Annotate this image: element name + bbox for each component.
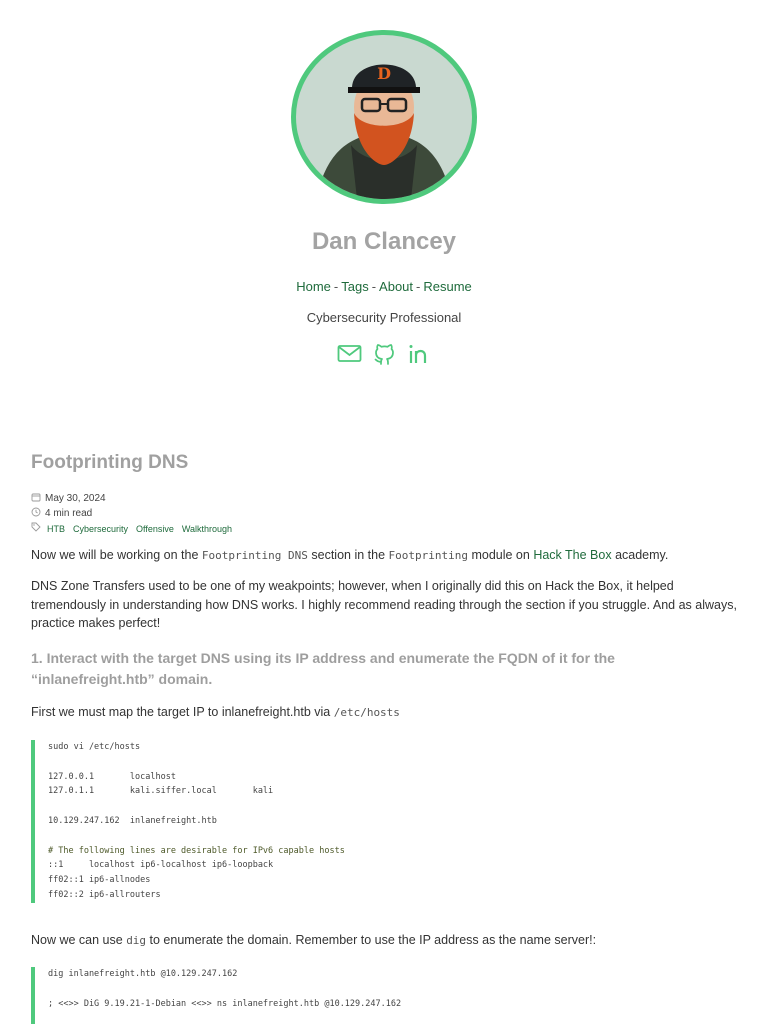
code-line: sudo vi /etc/hosts xyxy=(48,742,141,752)
nav-about-link[interactable]: About xyxy=(379,279,414,294)
post-title: Footprinting DNS xyxy=(31,452,189,473)
nav-separator: - xyxy=(333,279,339,294)
code-block xyxy=(31,740,736,903)
code-line: ::1 localhost ip6-localhost ip6-loopback xyxy=(48,860,274,871)
tag-htb[interactable]: HTB xyxy=(47,523,65,534)
code-line xyxy=(48,799,736,814)
inline-code: Footprinting xyxy=(388,549,468,562)
tag-offensive[interactable]: Offensive xyxy=(136,523,174,534)
mail-icon[interactable] xyxy=(337,340,362,368)
post-date-text: May 30, 2024 xyxy=(45,493,106,504)
code-line: 127.0.0.1 localhost xyxy=(48,771,176,782)
post-read-time xyxy=(31,507,92,520)
code-line xyxy=(48,982,736,997)
social-links xyxy=(0,340,768,368)
nav-separator: - xyxy=(416,279,421,294)
post-tags xyxy=(31,522,232,535)
code-comment: # The following lines are desirable for IPv6 capable hosts xyxy=(48,845,345,856)
clock-icon xyxy=(31,507,41,520)
body-paragraph: Now we can use dig to enumerate the domain. Remember to use the IP address as the name server!: xyxy=(31,933,597,947)
linkedin-icon[interactable] xyxy=(407,340,432,368)
post-date xyxy=(31,492,106,505)
code-line: ff02::1 ip6-allnodes xyxy=(48,875,151,886)
main-nav xyxy=(0,279,768,294)
nav-tags-link[interactable]: Tags xyxy=(341,279,369,294)
body-paragraph: DNS Zone Transfers used to be one of my weakpoints; however, when I originally did this on Hack the Box, it helped tremendously in understanding how DNS works. I highly recommend reading through the section if you struggle. And as always, practice makes perfect! xyxy=(31,579,737,630)
tag-icon xyxy=(31,522,41,535)
code-line xyxy=(48,755,736,770)
site-tagline: Cybersecurity Professional xyxy=(306,310,462,325)
code-block xyxy=(31,967,736,1024)
github-icon[interactable] xyxy=(372,340,397,368)
code-line: 10.129.247.162 inlanefreight.htb xyxy=(48,815,217,826)
inline-code: dig xyxy=(126,934,147,947)
tag-walkthrough[interactable]: Walkthrough xyxy=(181,523,233,534)
nav-separator: - xyxy=(371,279,377,294)
svg-text:D: D xyxy=(377,64,391,83)
read-time-text: 4 min read xyxy=(45,508,93,519)
avatar-illustration xyxy=(296,35,472,199)
nav-resume-link[interactable]: Resume xyxy=(423,279,472,294)
code-line: dig inlanefreight.htb @10.129.247.162 xyxy=(48,969,238,979)
code-line xyxy=(48,829,736,844)
code-line: 127.0.1.1 kali.siffer.local kali xyxy=(48,786,274,797)
code-line: ; <<>> DiG 9.19.21-1-Debian <<>> ns inlanefreight.htb @10.129.247.162 xyxy=(48,998,402,1009)
hack-the-box-link[interactable]: Hack The Box xyxy=(533,548,612,562)
body-paragraph: First we must map the target IP to inlanefreight.htb via /etc/hosts xyxy=(31,705,400,719)
inline-code: /etc/hosts xyxy=(333,706,400,719)
code-line: ff02::2 ip6-allrouters xyxy=(48,889,161,900)
avatar xyxy=(291,30,477,204)
intro-paragraph: Now we will be working on the Footprinting DNS section in the Footprinting module on Hack The Box academy. xyxy=(31,548,669,562)
section-heading: 1. Interact with the target DNS using its IP address and enumerate the FQDN of it for the “inlanefreight.htb” domain. xyxy=(31,650,615,687)
site-title[interactable]: Dan Clancey xyxy=(311,228,457,255)
calendar-icon xyxy=(31,492,41,505)
nav-home-link[interactable]: Home xyxy=(296,279,331,294)
inline-code: Footprinting DNS xyxy=(201,549,308,562)
tag-cybersecurity[interactable]: Cybersecurity xyxy=(73,523,129,534)
